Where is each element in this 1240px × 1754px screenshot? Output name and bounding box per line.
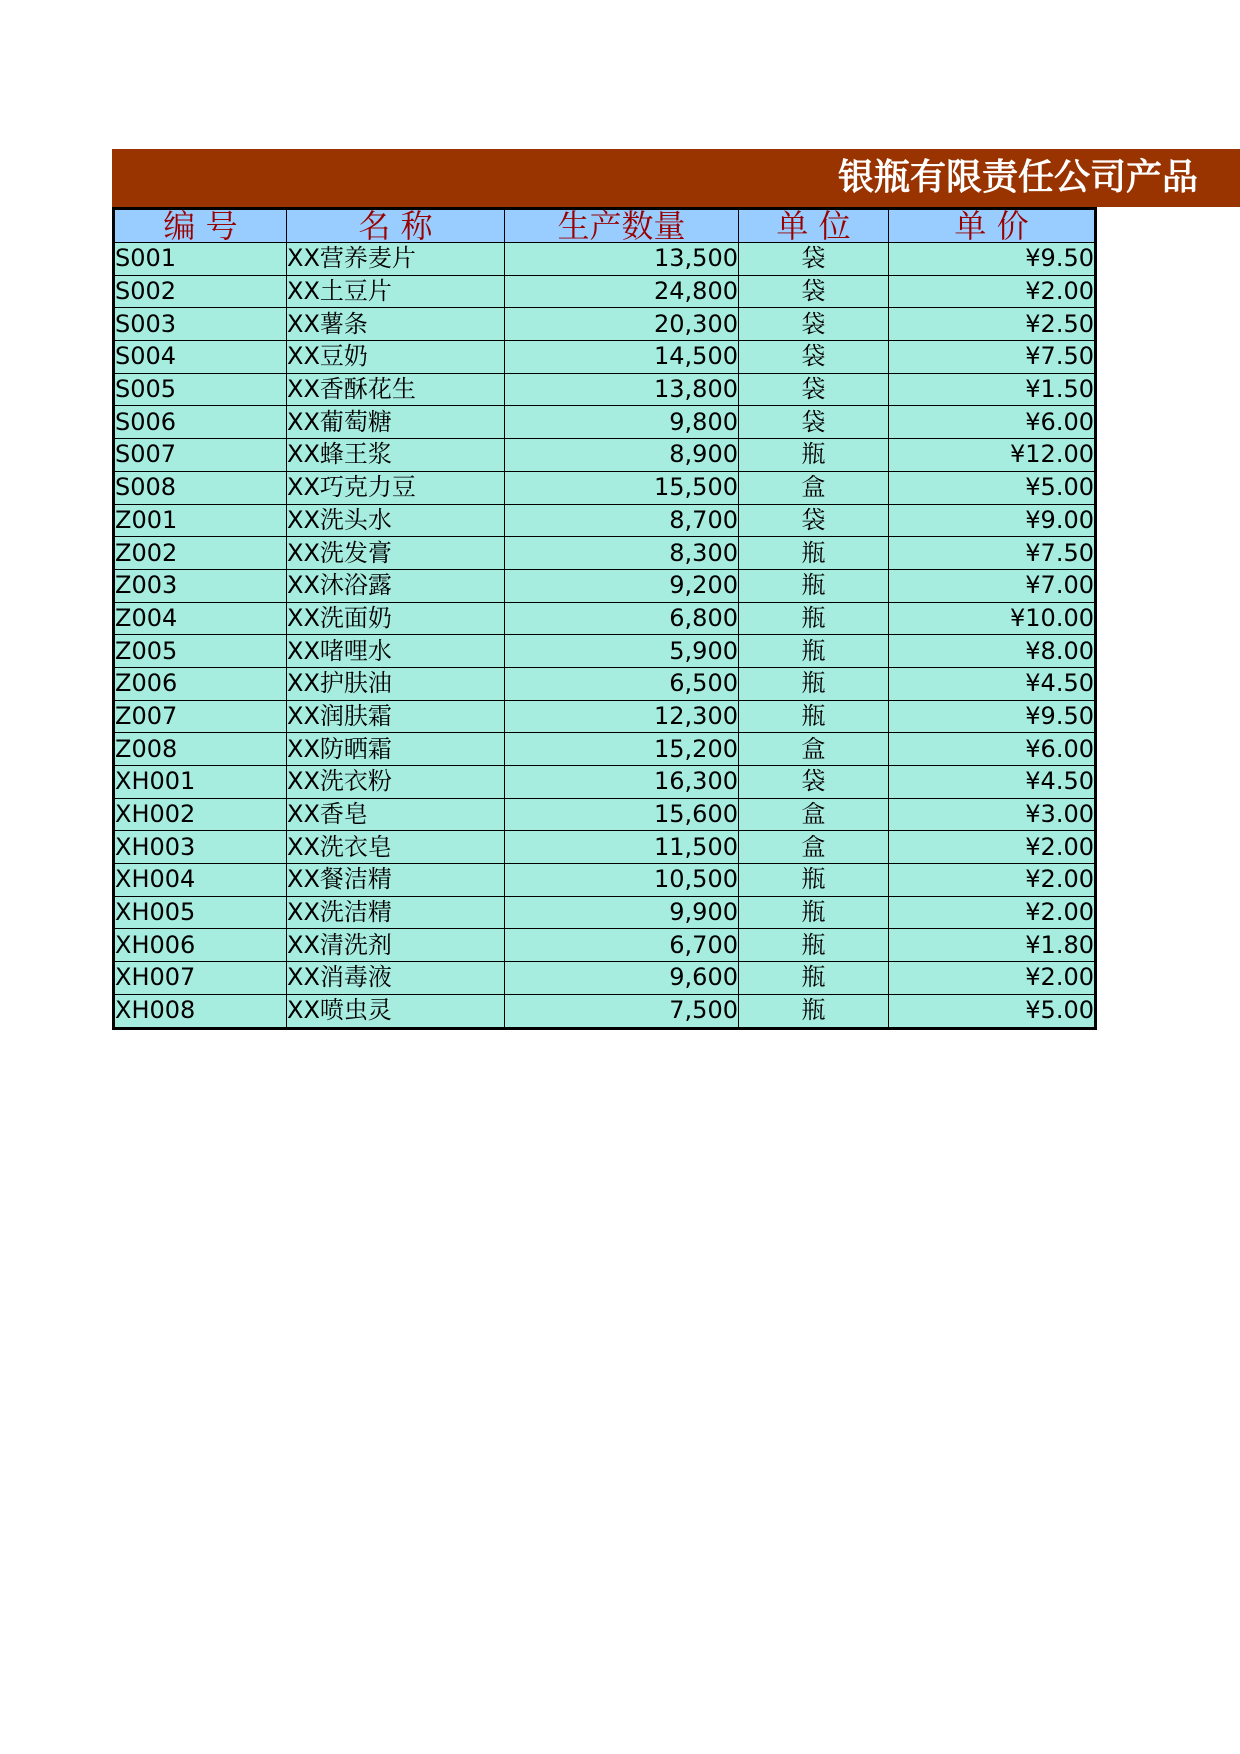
table-row [114,439,1096,472]
cell-name[interactable]: XX蜂王浆 [287,439,505,472]
cell-price[interactable]: ¥2.00 [889,275,1096,308]
cell-quantity[interactable]: 8,900 [505,439,739,472]
cell-name[interactable]: XX葡萄糖 [287,406,505,439]
cell-unit[interactable]: 瓶 [739,602,889,635]
table-row [114,243,1096,276]
cell-unit[interactable]: 袋 [739,308,889,341]
cell-name[interactable]: XX洗衣皂 [287,831,505,864]
table-row [114,406,1096,439]
cell-quantity[interactable]: 15,200 [505,733,739,766]
cell-unit[interactable]: 盒 [739,798,889,831]
cell-unit[interactable]: 袋 [739,504,889,537]
table-row [114,667,1096,700]
cell-code[interactable]: Z006 [114,667,287,700]
cell-unit[interactable]: 瓶 [739,635,889,668]
cell-price[interactable]: ¥1.50 [889,373,1096,406]
cell-price[interactable]: ¥2.00 [889,864,1096,897]
cell-price[interactable]: ¥12.00 [889,439,1096,472]
table-row [114,635,1096,668]
table-row [114,864,1096,897]
cell-price[interactable]: ¥3.00 [889,798,1096,831]
cell-name[interactable]: XX洗衣粉 [287,766,505,799]
cell-price[interactable]: ¥4.50 [889,766,1096,799]
header-unit[interactable]: 单 位 [739,209,889,243]
cell-quantity[interactable]: 12,300 [505,700,739,733]
cell-quantity[interactable]: 8,700 [505,504,739,537]
cell-name[interactable]: XX防晒霜 [287,733,505,766]
cell-quantity[interactable]: 16,300 [505,766,739,799]
table-row [114,798,1096,831]
cell-name[interactable]: XX润肤霜 [287,700,505,733]
cell-unit[interactable]: 瓶 [739,667,889,700]
cell-price[interactable]: ¥1.80 [889,929,1096,962]
cell-price[interactable]: ¥6.00 [889,733,1096,766]
cell-quantity[interactable]: 14,500 [505,341,739,374]
cell-name[interactable]: XX洗洁精 [287,896,505,929]
cell-unit[interactable]: 盒 [739,471,889,504]
cell-quantity[interactable]: 6,500 [505,667,739,700]
cell-price[interactable]: ¥2.50 [889,308,1096,341]
cell-code[interactable]: Z003 [114,569,287,602]
cell-unit[interactable]: 瓶 [739,537,889,570]
cell-price[interactable]: ¥2.00 [889,896,1096,929]
cell-code[interactable]: S003 [114,308,287,341]
sheet-title: 银瓶有限责任公司产品 [838,157,1199,198]
cell-code[interactable]: XH004 [114,864,287,897]
cell-price[interactable]: ¥5.00 [889,994,1096,1028]
header-quantity[interactable]: 生产数量 [505,209,739,243]
cell-price[interactable]: ¥9.50 [889,700,1096,733]
cell-quantity[interactable]: 13,500 [505,243,739,276]
cell-unit[interactable]: 瓶 [739,929,889,962]
cell-unit[interactable]: 瓶 [739,569,889,602]
cell-code[interactable]: S005 [114,373,287,406]
cell-code[interactable]: Z001 [114,504,287,537]
table-row [114,569,1096,602]
cell-code[interactable]: XH003 [114,831,287,864]
table-row [114,929,1096,962]
header-code[interactable]: 编 号 [114,209,287,243]
cell-unit[interactable]: 瓶 [739,700,889,733]
cell-price[interactable]: ¥9.50 [889,243,1096,276]
cell-code[interactable]: S006 [114,406,287,439]
cell-quantity[interactable]: 7,500 [505,994,739,1028]
cell-quantity[interactable]: 6,700 [505,929,739,962]
cell-name[interactable]: XX喷虫灵 [287,994,505,1028]
cell-code[interactable]: XH001 [114,766,287,799]
cell-code[interactable]: XH008 [114,994,287,1028]
table-row [114,341,1096,374]
cell-name[interactable]: XX豆奶 [287,341,505,374]
title-bar [112,149,1240,207]
cell-unit[interactable]: 袋 [739,275,889,308]
table-row [114,373,1096,406]
cell-quantity[interactable]: 15,600 [505,798,739,831]
table-row [114,275,1096,308]
cell-price[interactable]: ¥6.00 [889,406,1096,439]
cell-code[interactable]: XH002 [114,798,287,831]
table-row [114,700,1096,733]
cell-quantity[interactable]: 10,500 [505,864,739,897]
cell-price[interactable]: ¥4.50 [889,667,1096,700]
cell-code[interactable]: S002 [114,275,287,308]
cell-name[interactable]: XX沐浴露 [287,569,505,602]
cell-quantity[interactable]: 5,900 [505,635,739,668]
cell-unit[interactable]: 袋 [739,243,889,276]
cell-unit[interactable]: 袋 [739,406,889,439]
cell-unit[interactable]: 袋 [739,341,889,374]
cell-unit[interactable]: 袋 [739,373,889,406]
cell-name[interactable]: XX消毒液 [287,962,505,995]
cell-code[interactable]: XH005 [114,896,287,929]
cell-code[interactable]: S004 [114,341,287,374]
cell-name[interactable]: XX巧克力豆 [287,471,505,504]
cell-name[interactable]: XX薯条 [287,308,505,341]
cell-code[interactable]: Z002 [114,537,287,570]
cell-name[interactable]: XX洗发膏 [287,537,505,570]
cell-quantity[interactable]: 9,600 [505,962,739,995]
cell-price[interactable]: ¥7.00 [889,569,1096,602]
cell-code[interactable]: Z007 [114,700,287,733]
cell-price[interactable]: ¥5.00 [889,471,1096,504]
cell-unit[interactable]: 瓶 [739,962,889,995]
cell-name[interactable]: XX清洗剂 [287,929,505,962]
cell-code[interactable]: S008 [114,471,287,504]
cell-quantity[interactable]: 24,800 [505,275,739,308]
cell-unit[interactable]: 瓶 [739,896,889,929]
cell-quantity[interactable]: 11,500 [505,831,739,864]
product-table [112,207,1097,1030]
cell-name[interactable]: XX洗头水 [287,504,505,537]
cell-code[interactable]: Z005 [114,635,287,668]
cell-code[interactable]: XH006 [114,929,287,962]
cell-unit[interactable]: 瓶 [739,994,889,1028]
table-row [114,766,1096,799]
cell-code[interactable]: Z008 [114,733,287,766]
cell-name[interactable]: XX土豆片 [287,275,505,308]
cell-code[interactable]: S001 [114,243,287,276]
cell-code[interactable]: XH007 [114,962,287,995]
cell-price[interactable]: ¥8.00 [889,635,1096,668]
header-name[interactable]: 名 称 [287,209,505,243]
header-row [114,209,1096,243]
table-row [114,831,1096,864]
cell-price[interactable]: ¥2.00 [889,962,1096,995]
cell-quantity[interactable]: 8,300 [505,537,739,570]
cell-name[interactable]: XX洗面奶 [287,602,505,635]
table-row [114,733,1096,766]
cell-name[interactable]: XX啫哩水 [287,635,505,668]
cell-price[interactable]: ¥7.50 [889,341,1096,374]
table-row [114,994,1096,1028]
cell-quantity[interactable]: 9,800 [505,406,739,439]
table-row [114,962,1096,995]
cell-quantity[interactable]: 20,300 [505,308,739,341]
cell-unit[interactable]: 袋 [739,766,889,799]
cell-unit[interactable]: 瓶 [739,864,889,897]
cell-price[interactable]: ¥10.00 [889,602,1096,635]
table-row [114,896,1096,929]
cell-name[interactable]: XX营养麦片 [287,243,505,276]
cell-quantity[interactable]: 9,200 [505,569,739,602]
table-row [114,504,1096,537]
cell-price[interactable]: ¥9.00 [889,504,1096,537]
table-body [114,243,1096,1029]
cell-unit[interactable]: 瓶 [739,439,889,472]
table-row [114,471,1096,504]
table-row [114,308,1096,341]
cell-name[interactable]: XX香皂 [287,798,505,831]
cell-code[interactable]: Z004 [114,602,287,635]
header-price[interactable]: 单 价 [889,209,1096,243]
cell-unit[interactable]: 盒 [739,831,889,864]
cell-quantity[interactable]: 15,500 [505,471,739,504]
cell-quantity[interactable]: 6,800 [505,602,739,635]
cell-quantity[interactable]: 13,800 [505,373,739,406]
table-row [114,537,1096,570]
cell-price[interactable]: ¥2.00 [889,831,1096,864]
cell-quantity[interactable]: 9,900 [505,896,739,929]
cell-price[interactable]: ¥7.50 [889,537,1096,570]
cell-code[interactable]: S007 [114,439,287,472]
cell-name[interactable]: XX香酥花生 [287,373,505,406]
cell-name[interactable]: XX护肤油 [287,667,505,700]
table-row [114,602,1096,635]
cell-name[interactable]: XX餐洁精 [287,864,505,897]
cell-unit[interactable]: 盒 [739,733,889,766]
